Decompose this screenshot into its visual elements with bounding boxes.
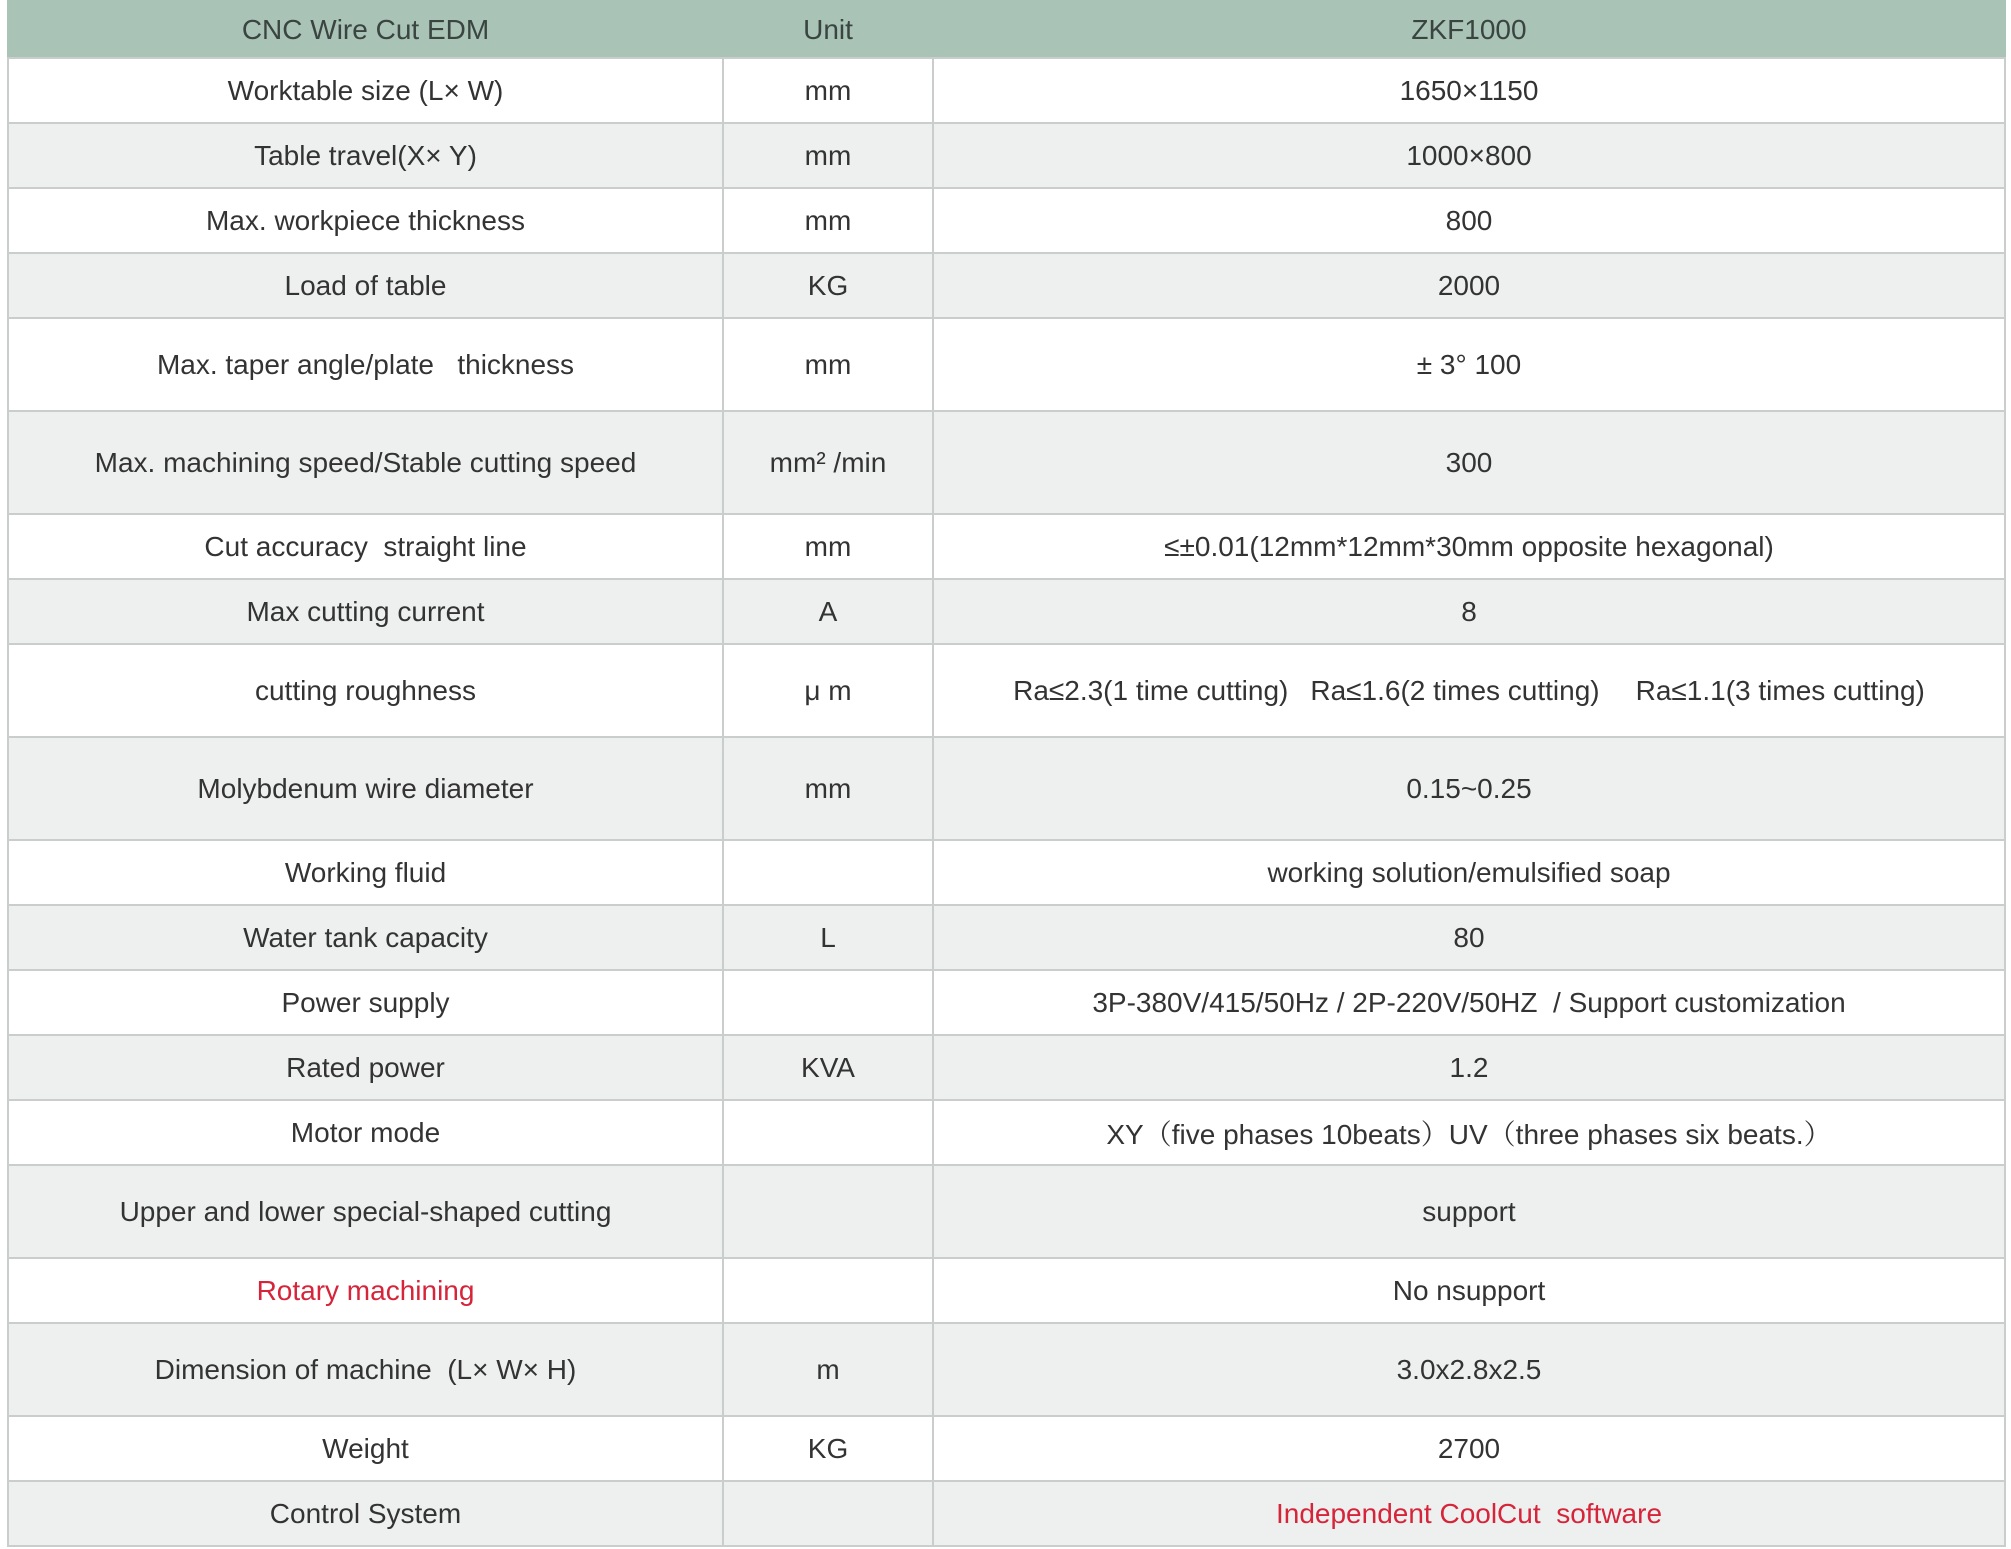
row-parameter: Power supply [8, 970, 723, 1035]
row-parameter: Worktable size (L× W) [8, 58, 723, 123]
row-value: No nsupport [933, 1258, 2005, 1323]
table-row [8, 514, 2005, 579]
row-unit: mm [723, 514, 933, 579]
header-unit: Unit [723, 1, 933, 58]
row-value: working solution/emulsified soap [933, 840, 2005, 905]
row-parameter: Max. workpiece thickness [8, 188, 723, 253]
row-parameter: Motor mode [8, 1100, 723, 1165]
table-row [8, 840, 2005, 905]
row-value: 0.15~0.25 [933, 737, 2005, 840]
row-unit: mm [723, 58, 933, 123]
row-unit [723, 840, 933, 905]
table-row [8, 188, 2005, 253]
row-value: support [933, 1165, 2005, 1258]
row-unit: A [723, 579, 933, 644]
row-unit: mm² /min [723, 411, 933, 514]
row-parameter: Max. taper angle/plate thickness [8, 318, 723, 411]
table-row [8, 1165, 2005, 1258]
row-value: 1650×1150 [933, 58, 2005, 123]
row-value: XY（five phases 10beats）UV（three phases six beats.） [933, 1100, 2005, 1165]
table-row [8, 123, 2005, 188]
row-value: 3P-380V/415/50Hz / 2P-220V/50HZ / Support customization [933, 970, 2005, 1035]
table-row [8, 644, 2005, 737]
table-header-row [8, 1, 2005, 58]
header-parameter: CNC Wire Cut EDM [8, 1, 723, 58]
row-unit: mm [723, 188, 933, 253]
roughness-2-pass: Ra≤1.6(2 times cutting) [1310, 674, 1600, 706]
row-parameter: Cut accuracy straight line [8, 514, 723, 579]
row-parameter: Table travel(X× Y) [8, 123, 723, 188]
row-parameter: Max cutting current [8, 579, 723, 644]
row-value: 800 [933, 188, 2005, 253]
row-value: 80 [933, 905, 2005, 970]
row-parameter-highlighted: Rotary machining [8, 1258, 723, 1323]
row-unit: m [723, 1323, 933, 1416]
row-parameter: cutting roughness [8, 644, 723, 737]
row-parameter: Load of table [8, 253, 723, 318]
row-value: 8 [933, 579, 2005, 644]
row-parameter: Working fluid [8, 840, 723, 905]
table-row [8, 1416, 2005, 1481]
row-parameter: Max. machining speed/Stable cutting speed [8, 411, 723, 514]
row-parameter: Dimension of machine (L× W× H) [8, 1323, 723, 1416]
row-unit: mm [723, 737, 933, 840]
table-row [8, 318, 2005, 411]
roughness-3-pass: Ra≤1.1(3 times cutting) [1635, 674, 1925, 706]
row-unit: L [723, 905, 933, 970]
table-row [8, 1323, 2005, 1416]
table-row [8, 1258, 2005, 1323]
row-unit [723, 1481, 933, 1546]
table-row [8, 58, 2005, 123]
row-value: 300 [933, 411, 2005, 514]
spec-table [7, 0, 2006, 1547]
table-row [8, 737, 2005, 840]
table-row [8, 1100, 2005, 1165]
row-parameter: Rated power [8, 1035, 723, 1100]
table-row [8, 579, 2005, 644]
row-value: ± 3° 100 [933, 318, 2005, 411]
row-value [933, 644, 2005, 737]
header-model: ZKF1000 [933, 1, 2005, 58]
row-value: 1000×800 [933, 123, 2005, 188]
row-value: 3.0x2.8x2.5 [933, 1323, 2005, 1416]
row-parameter: Upper and lower special-shaped cutting [8, 1165, 723, 1258]
row-value: ≤±0.01(12mm*12mm*30mm opposite hexagonal) [933, 514, 2005, 579]
row-value-highlighted: Independent CoolCut software [933, 1481, 2005, 1546]
row-parameter: Weight [8, 1416, 723, 1481]
row-unit [723, 1258, 933, 1323]
row-parameter: Water tank capacity [8, 905, 723, 970]
table-row [8, 1481, 2005, 1546]
table-row [8, 1035, 2005, 1100]
row-parameter: Control System [8, 1481, 723, 1546]
table-row [8, 253, 2005, 318]
row-parameter: Molybdenum wire diameter [8, 737, 723, 840]
row-unit: KG [723, 253, 933, 318]
row-unit [723, 1165, 933, 1258]
table-row [8, 411, 2005, 514]
row-unit: KG [723, 1416, 933, 1481]
row-unit: KVA [723, 1035, 933, 1100]
row-value: 2000 [933, 253, 2005, 318]
row-unit: mm [723, 318, 933, 411]
row-unit [723, 1100, 933, 1165]
roughness-1-pass: Ra≤2.3(1 time cutting) [1013, 674, 1289, 706]
row-unit [723, 970, 933, 1035]
row-value: 2700 [933, 1416, 2005, 1481]
table-row [8, 970, 2005, 1035]
row-value: 1.2 [933, 1035, 2005, 1100]
row-unit: μ m [723, 644, 933, 737]
table-row [8, 905, 2005, 970]
row-unit: mm [723, 123, 933, 188]
